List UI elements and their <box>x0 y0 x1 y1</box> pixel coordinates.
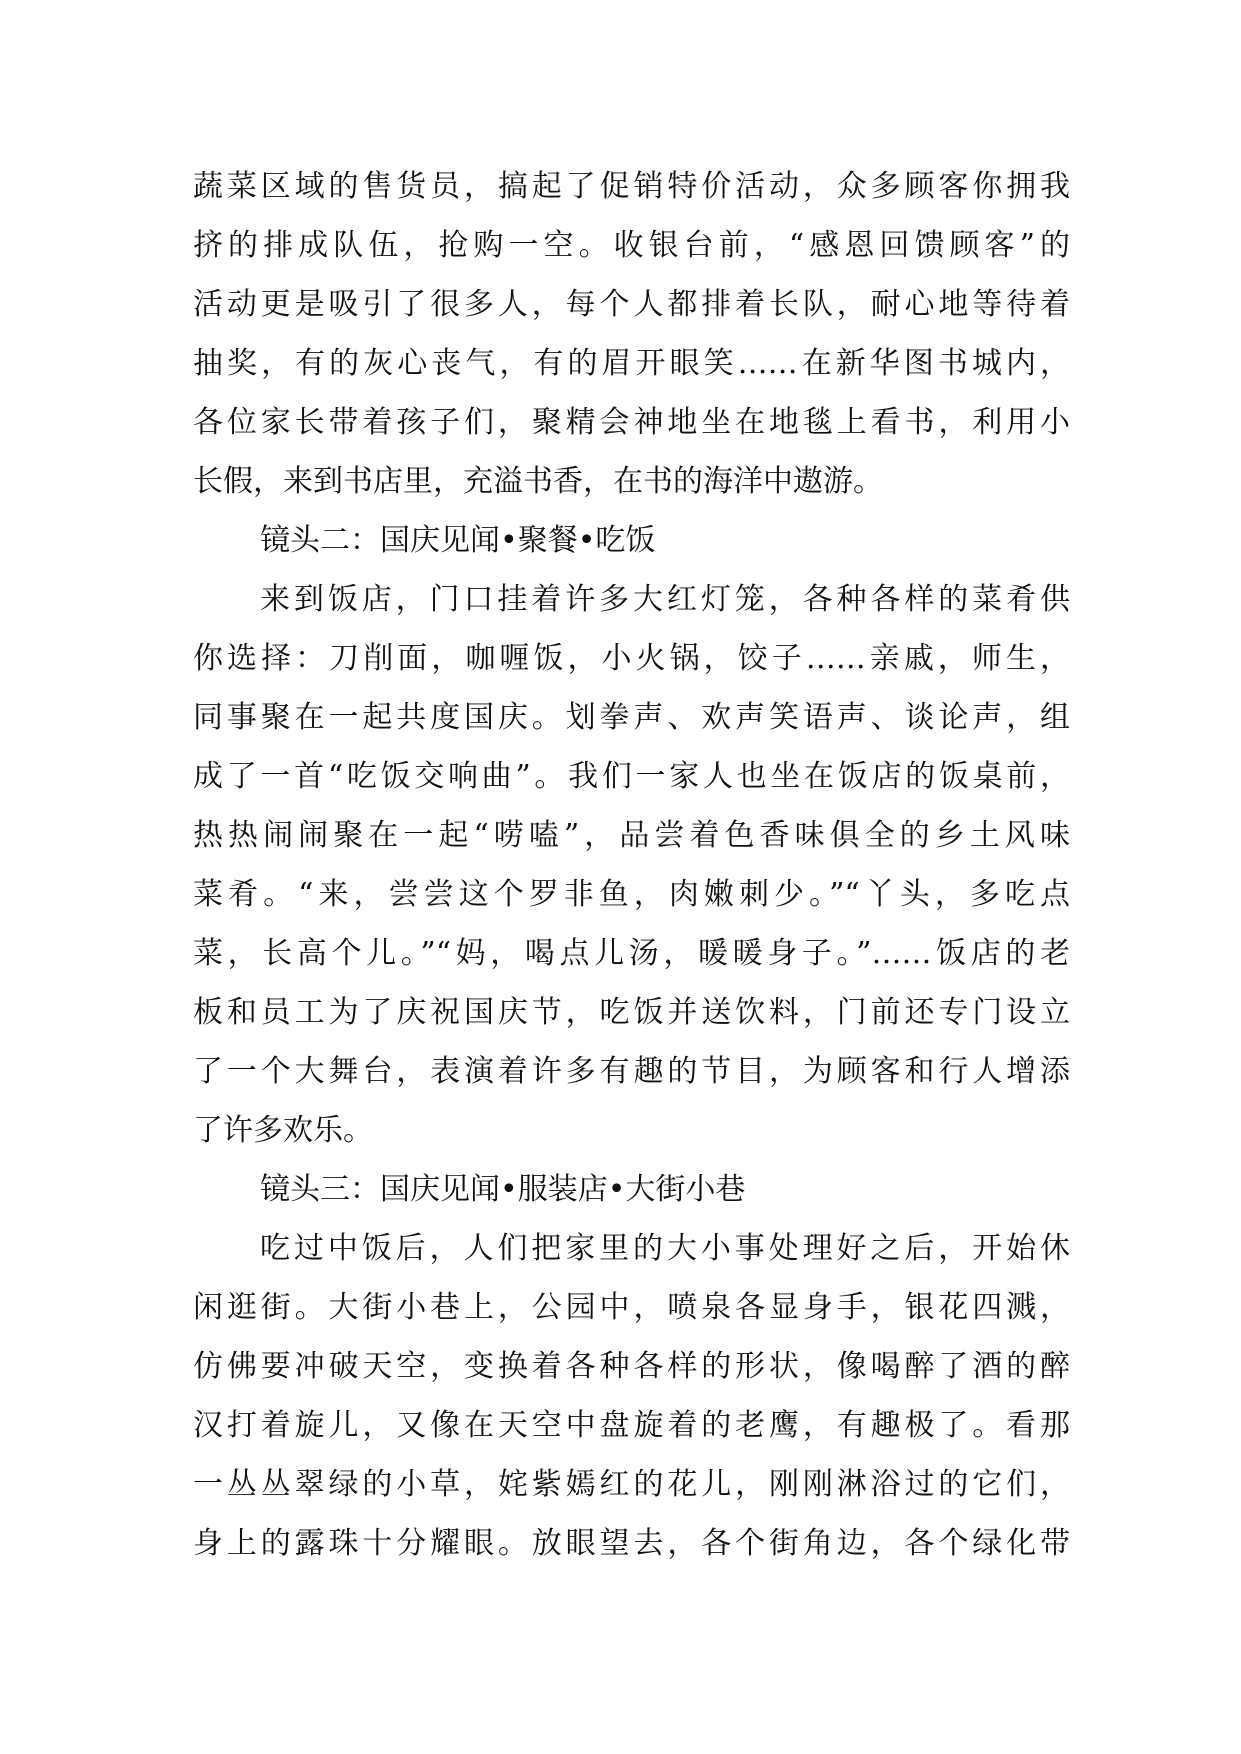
text-line: 仿佛要冲破天空，变换着各种各样的形状，像喝醉了酒的醉 <box>193 1349 1070 1384</box>
text-line: 热热闹闹聚在一起“唠嗑”，品尝着色香味俱全的乡土风味 <box>193 818 1070 853</box>
text-line: 同事聚在一起共度国庆。划拳声、欢声笑语声、谈论声，组 <box>193 700 1070 735</box>
text-line: 挤的排成队伍，抢购一空。收银台前，“感恩回馈顾客”的 <box>193 228 1070 263</box>
section-heading <box>193 1160 1070 1219</box>
text-line: 成了一首“吃饭交响曲”。我们一家人也坐在饭店的饭桌前， <box>193 759 1070 794</box>
text-line: 了一个大舞台，表演着许多有趣的节目，为顾客和行人增添 <box>193 1054 1070 1089</box>
section-heading <box>193 511 1070 570</box>
text-line: 闲逛街。大街小巷上，公园中，喷泉各显身手，银花四溅， <box>193 1290 1070 1325</box>
text-line: 菜，长高个儿。”“妈，喝点儿汤，暖暖身子。”……饭店的老 <box>193 936 1070 971</box>
text-line: 来到饭店，门口挂着许多大红灯笼，各种各样的菜肴供 <box>260 582 1070 617</box>
text-line: 抽奖，有的灰心丧气，有的眉开眼笑……在新华图书城内， <box>193 346 1070 381</box>
text-line: 身上的露珠十分耀眼。放眼望去，各个街角边，各个绿化带 <box>193 1526 1070 1561</box>
text-line: 了许多欢乐。 <box>193 1113 373 1148</box>
section-heading-text: 镜头三：国庆见闻•服装店•大街小巷 <box>260 1172 746 1207</box>
text-line: 蔬菜区域的售货员，搞起了促销特价活动，众多顾客你拥我 <box>193 169 1070 204</box>
text-line: 汉打着旋儿，又像在天空中盘旋着的老鹰，有趣极了。看那 <box>193 1408 1070 1443</box>
paragraph <box>193 157 1070 511</box>
text-line: 长假，来到书店里，充溢书香，在书的海洋中遨游。 <box>193 464 883 499</box>
paragraph <box>193 570 1070 1160</box>
section-heading-text: 镜头二：国庆见闻•聚餐•吃饭 <box>260 523 656 558</box>
text-line: 吃过中饭后，人们把家里的大小事处理好之后，开始休 <box>260 1231 1070 1266</box>
paragraph <box>193 1219 1070 1573</box>
text-line: 你选择：刀削面，咖喱饭，小火锅，饺子……亲戚，师生， <box>193 641 1070 676</box>
document-body <box>193 157 1070 1573</box>
text-line: 一丛丛翠绿的小草，姹紫嫣红的花儿，刚刚淋浴过的它们， <box>193 1467 1070 1502</box>
text-line: 各位家长带着孩子们，聚精会神地坐在地毯上看书，利用小 <box>193 405 1070 440</box>
text-line: 板和员工为了庆祝国庆节，吃饭并送饮料，门前还专门设立 <box>193 995 1070 1030</box>
text-line: 活动更是吸引了很多人，每个人都排着长队，耐心地等待着 <box>193 287 1070 322</box>
text-line: 菜肴。“来，尝尝这个罗非鱼，肉嫩刺少。”“丫头，多吃点 <box>193 877 1070 912</box>
